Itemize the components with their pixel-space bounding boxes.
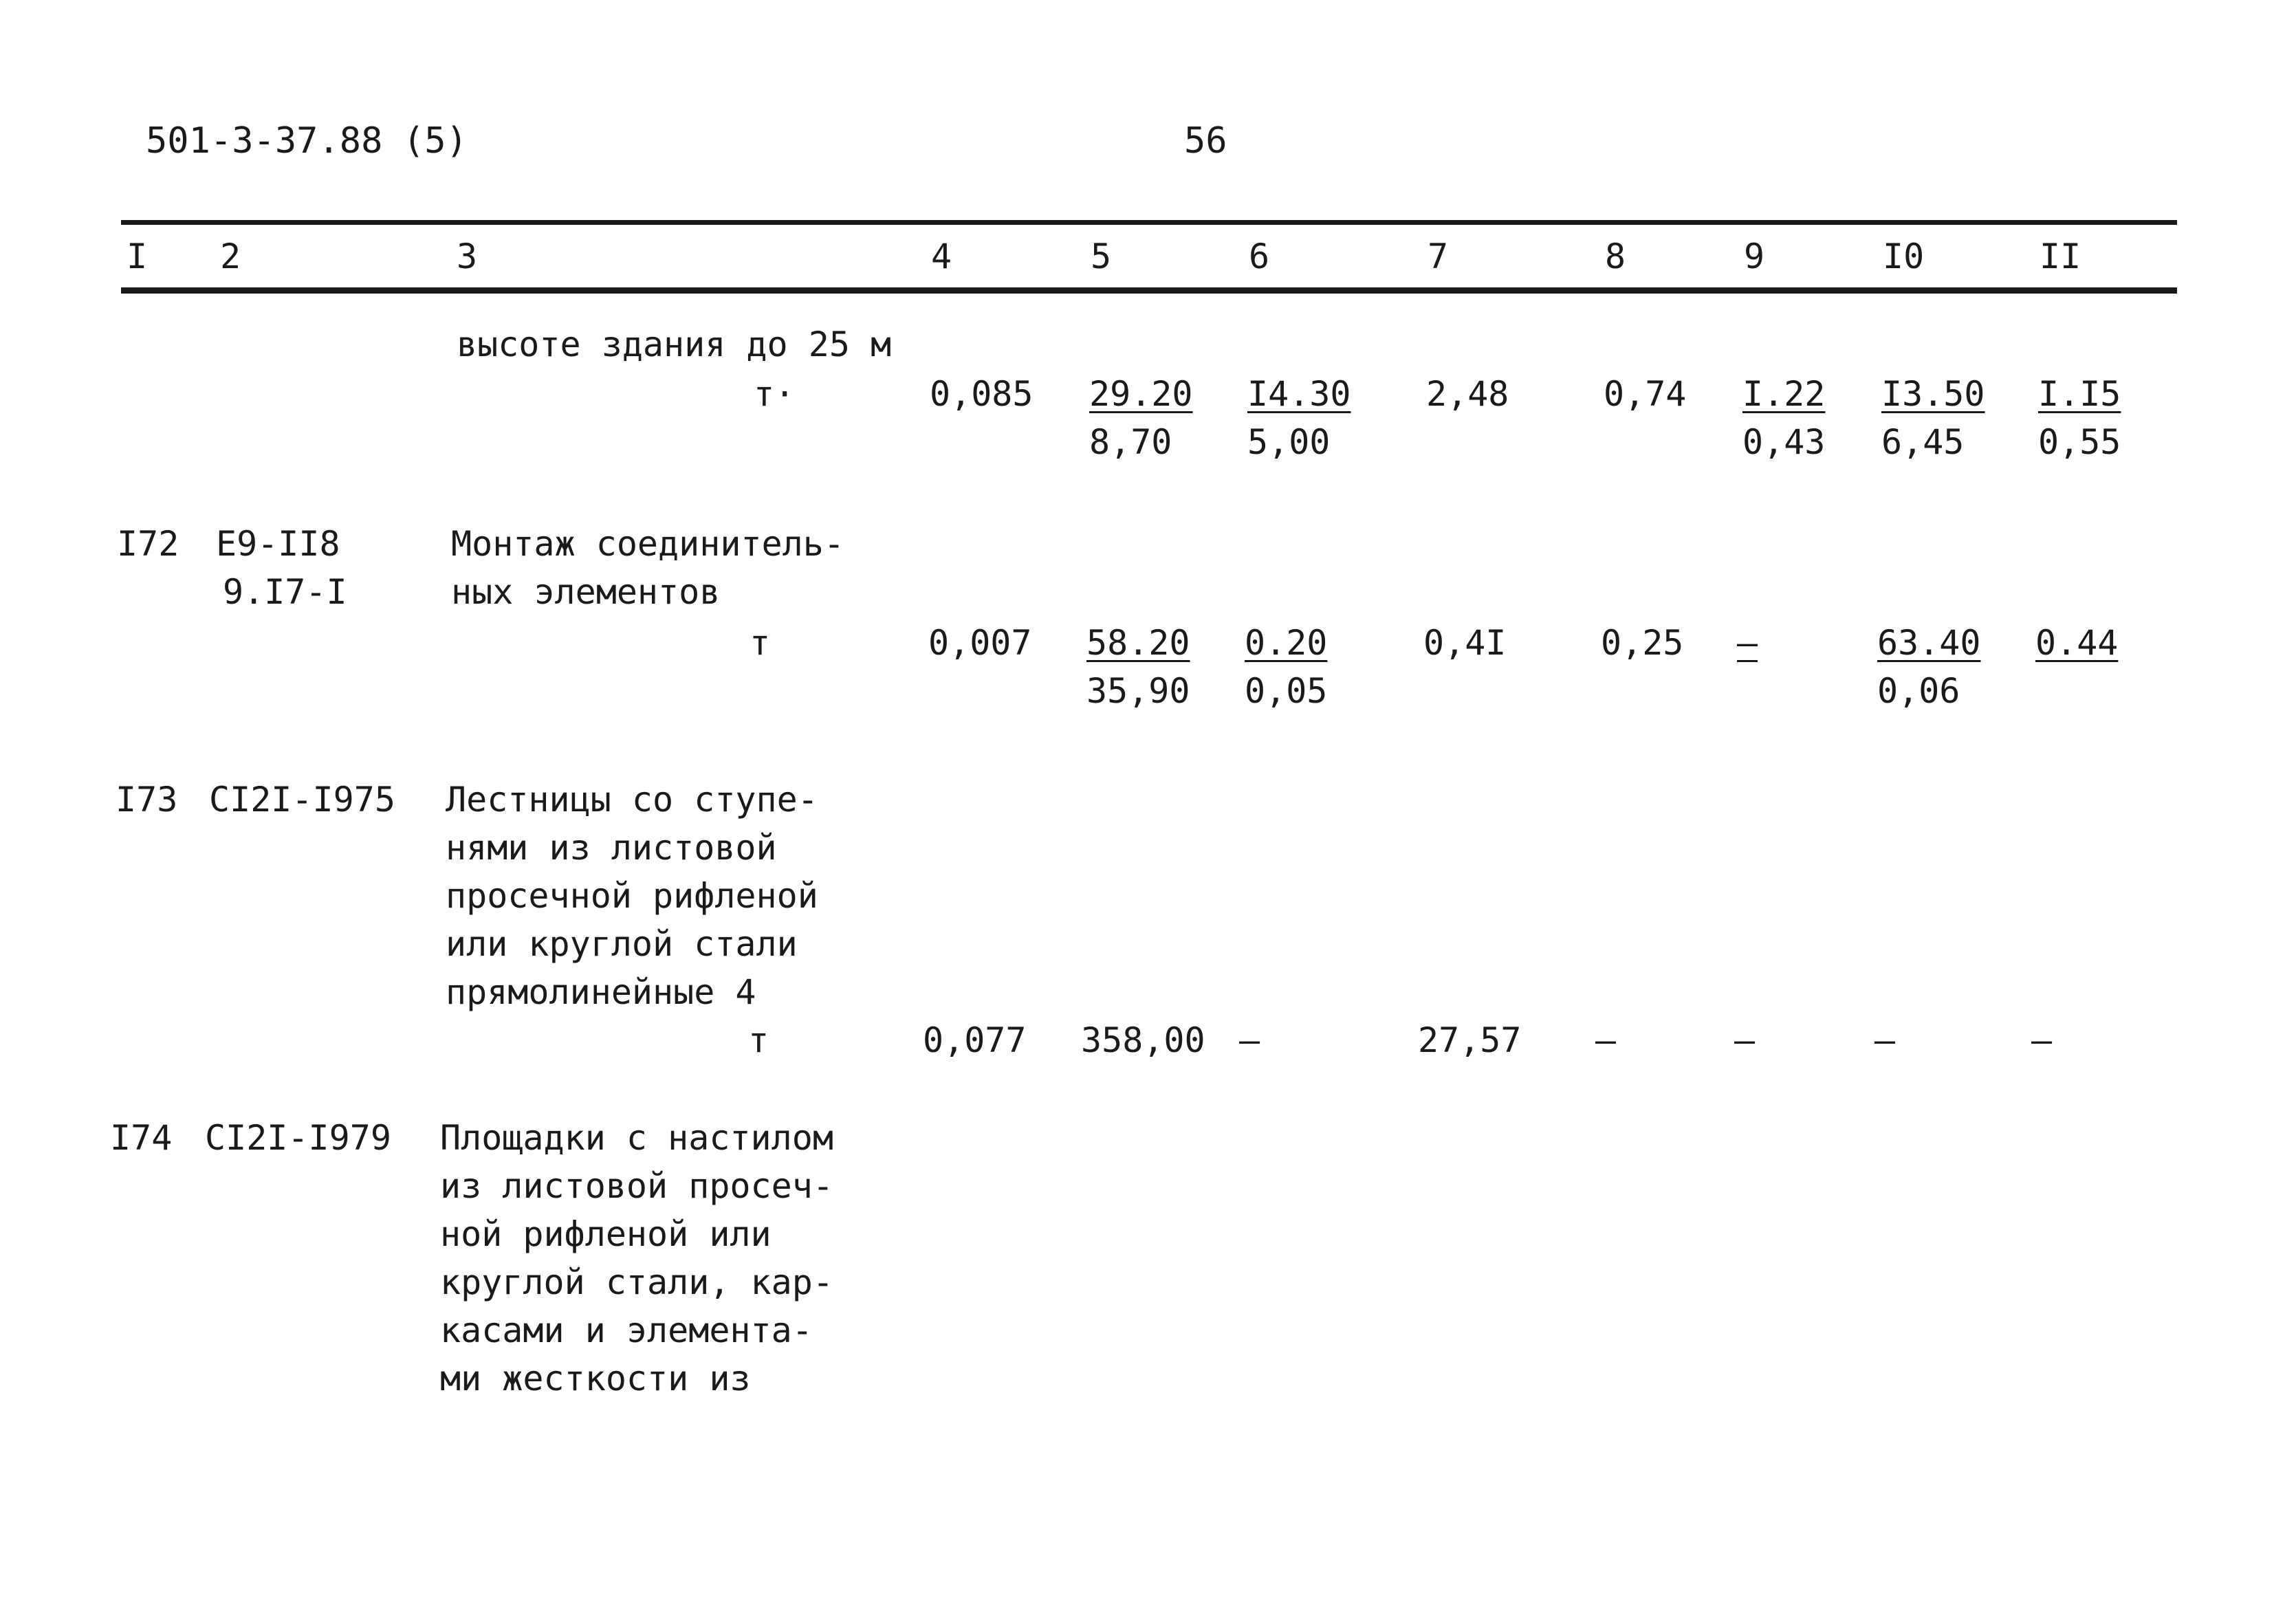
column-header: 7 — [1428, 237, 1449, 276]
row-number: I74 — [110, 1118, 173, 1158]
column-header: 6 — [1249, 237, 1270, 276]
row-description-line: касами и элемента- — [440, 1310, 813, 1350]
cell-col5-top: 58.20 — [1086, 623, 1190, 663]
page-number: 56 — [1184, 120, 1227, 162]
cell-col9-bottom: 0,43 — [1742, 422, 1826, 462]
row-code: 9.I7-I — [223, 572, 347, 612]
column-header: 4 — [931, 237, 952, 276]
cell-col7: 0,4I — [1423, 623, 1507, 663]
row-unit: т — [748, 1020, 769, 1060]
cell-col5-bottom: 8,70 — [1089, 422, 1172, 462]
cell-col10-top: 63.40 — [1877, 623, 1981, 663]
table-top-rule — [121, 220, 2177, 225]
row-description-line: ной рифленой или — [440, 1214, 772, 1254]
cell-col10-bottom: 6,45 — [1881, 422, 1965, 462]
cell-col11: – — [2031, 1020, 2053, 1060]
column-header: I0 — [1883, 237, 1925, 276]
cell-col9-top: – — [1737, 623, 1758, 663]
row-description-line: Площадки с настилом — [440, 1118, 833, 1158]
document-code: 501-3-37.88 — [146, 120, 383, 162]
cell-col11-top: I.I5 — [2038, 374, 2121, 414]
row-code: СI2I-I975 — [209, 780, 395, 820]
cell-col5-top: 29.20 — [1089, 374, 1193, 414]
cell-col6: – — [1239, 1020, 1260, 1060]
column-header: II — [2040, 237, 2081, 276]
cell-col10-top: I3.50 — [1881, 374, 1985, 414]
row-code: СI2I-I979 — [205, 1118, 391, 1158]
cell-col8: – — [1595, 1020, 1617, 1060]
cell-col6-bottom: 0,05 — [1245, 671, 1328, 711]
table-header-rule — [121, 287, 2177, 294]
row-description-line: Монтаж соединитель- — [451, 524, 844, 564]
cell-col7: 2,48 — [1426, 374, 1509, 414]
row-number: I72 — [117, 524, 179, 564]
row-unit: т· — [754, 374, 796, 414]
cell-col4: 0,007 — [928, 623, 1032, 663]
cell-col9: – — [1734, 1020, 1756, 1060]
cell-col10-bottom: 0,06 — [1877, 671, 1960, 711]
cell-col6-bottom: 5,00 — [1247, 422, 1331, 462]
cell-col11-top: 0.44 — [2035, 623, 2119, 663]
cell-col7: 27,57 — [1418, 1020, 1522, 1060]
cell-col6-top: 0.20 — [1245, 623, 1328, 663]
row-number: I73 — [116, 780, 178, 820]
column-header: 9 — [1744, 237, 1765, 276]
row-description-line: просечной рифленой — [446, 876, 818, 916]
column-header: 5 — [1091, 237, 1112, 276]
cell-col5: 358,00 — [1081, 1020, 1205, 1060]
cell-col5-bottom: 35,90 — [1086, 671, 1190, 711]
row-description-line: прямолинейные 4 — [446, 972, 756, 1012]
row-description-line: круглой стали, кар- — [440, 1262, 833, 1302]
row-description-line: высоте здания до 25 м — [457, 325, 892, 364]
row-description-line: ных элементов — [451, 572, 721, 612]
row-description-line: ми жесткости из — [440, 1359, 751, 1398]
cell-col8: 0,74 — [1604, 374, 1687, 414]
column-header: 8 — [1605, 237, 1626, 276]
column-header: 3 — [457, 237, 478, 276]
row-description-line: из листовой просеч- — [440, 1166, 833, 1206]
document-part: (5) — [403, 120, 468, 162]
row-unit: т — [750, 623, 771, 663]
row-code: Е9-II8 — [216, 524, 340, 564]
cell-col4: 0,085 — [930, 374, 1034, 414]
cell-col8: 0,25 — [1601, 623, 1684, 663]
cell-col6-top: I4.30 — [1247, 374, 1351, 414]
cell-col11-bottom: 0,55 — [2038, 422, 2121, 462]
cell-col4: 0,077 — [923, 1020, 1027, 1060]
row-description-line: или круглой стали — [446, 924, 798, 964]
column-header: I — [127, 237, 148, 276]
row-description-line: нями из листовой — [446, 828, 777, 868]
cell-col9-top: I.22 — [1742, 374, 1826, 414]
cell-col10: – — [1874, 1020, 1896, 1060]
column-header: 2 — [220, 237, 241, 276]
row-description-line: Лестницы со ступе- — [446, 780, 818, 820]
